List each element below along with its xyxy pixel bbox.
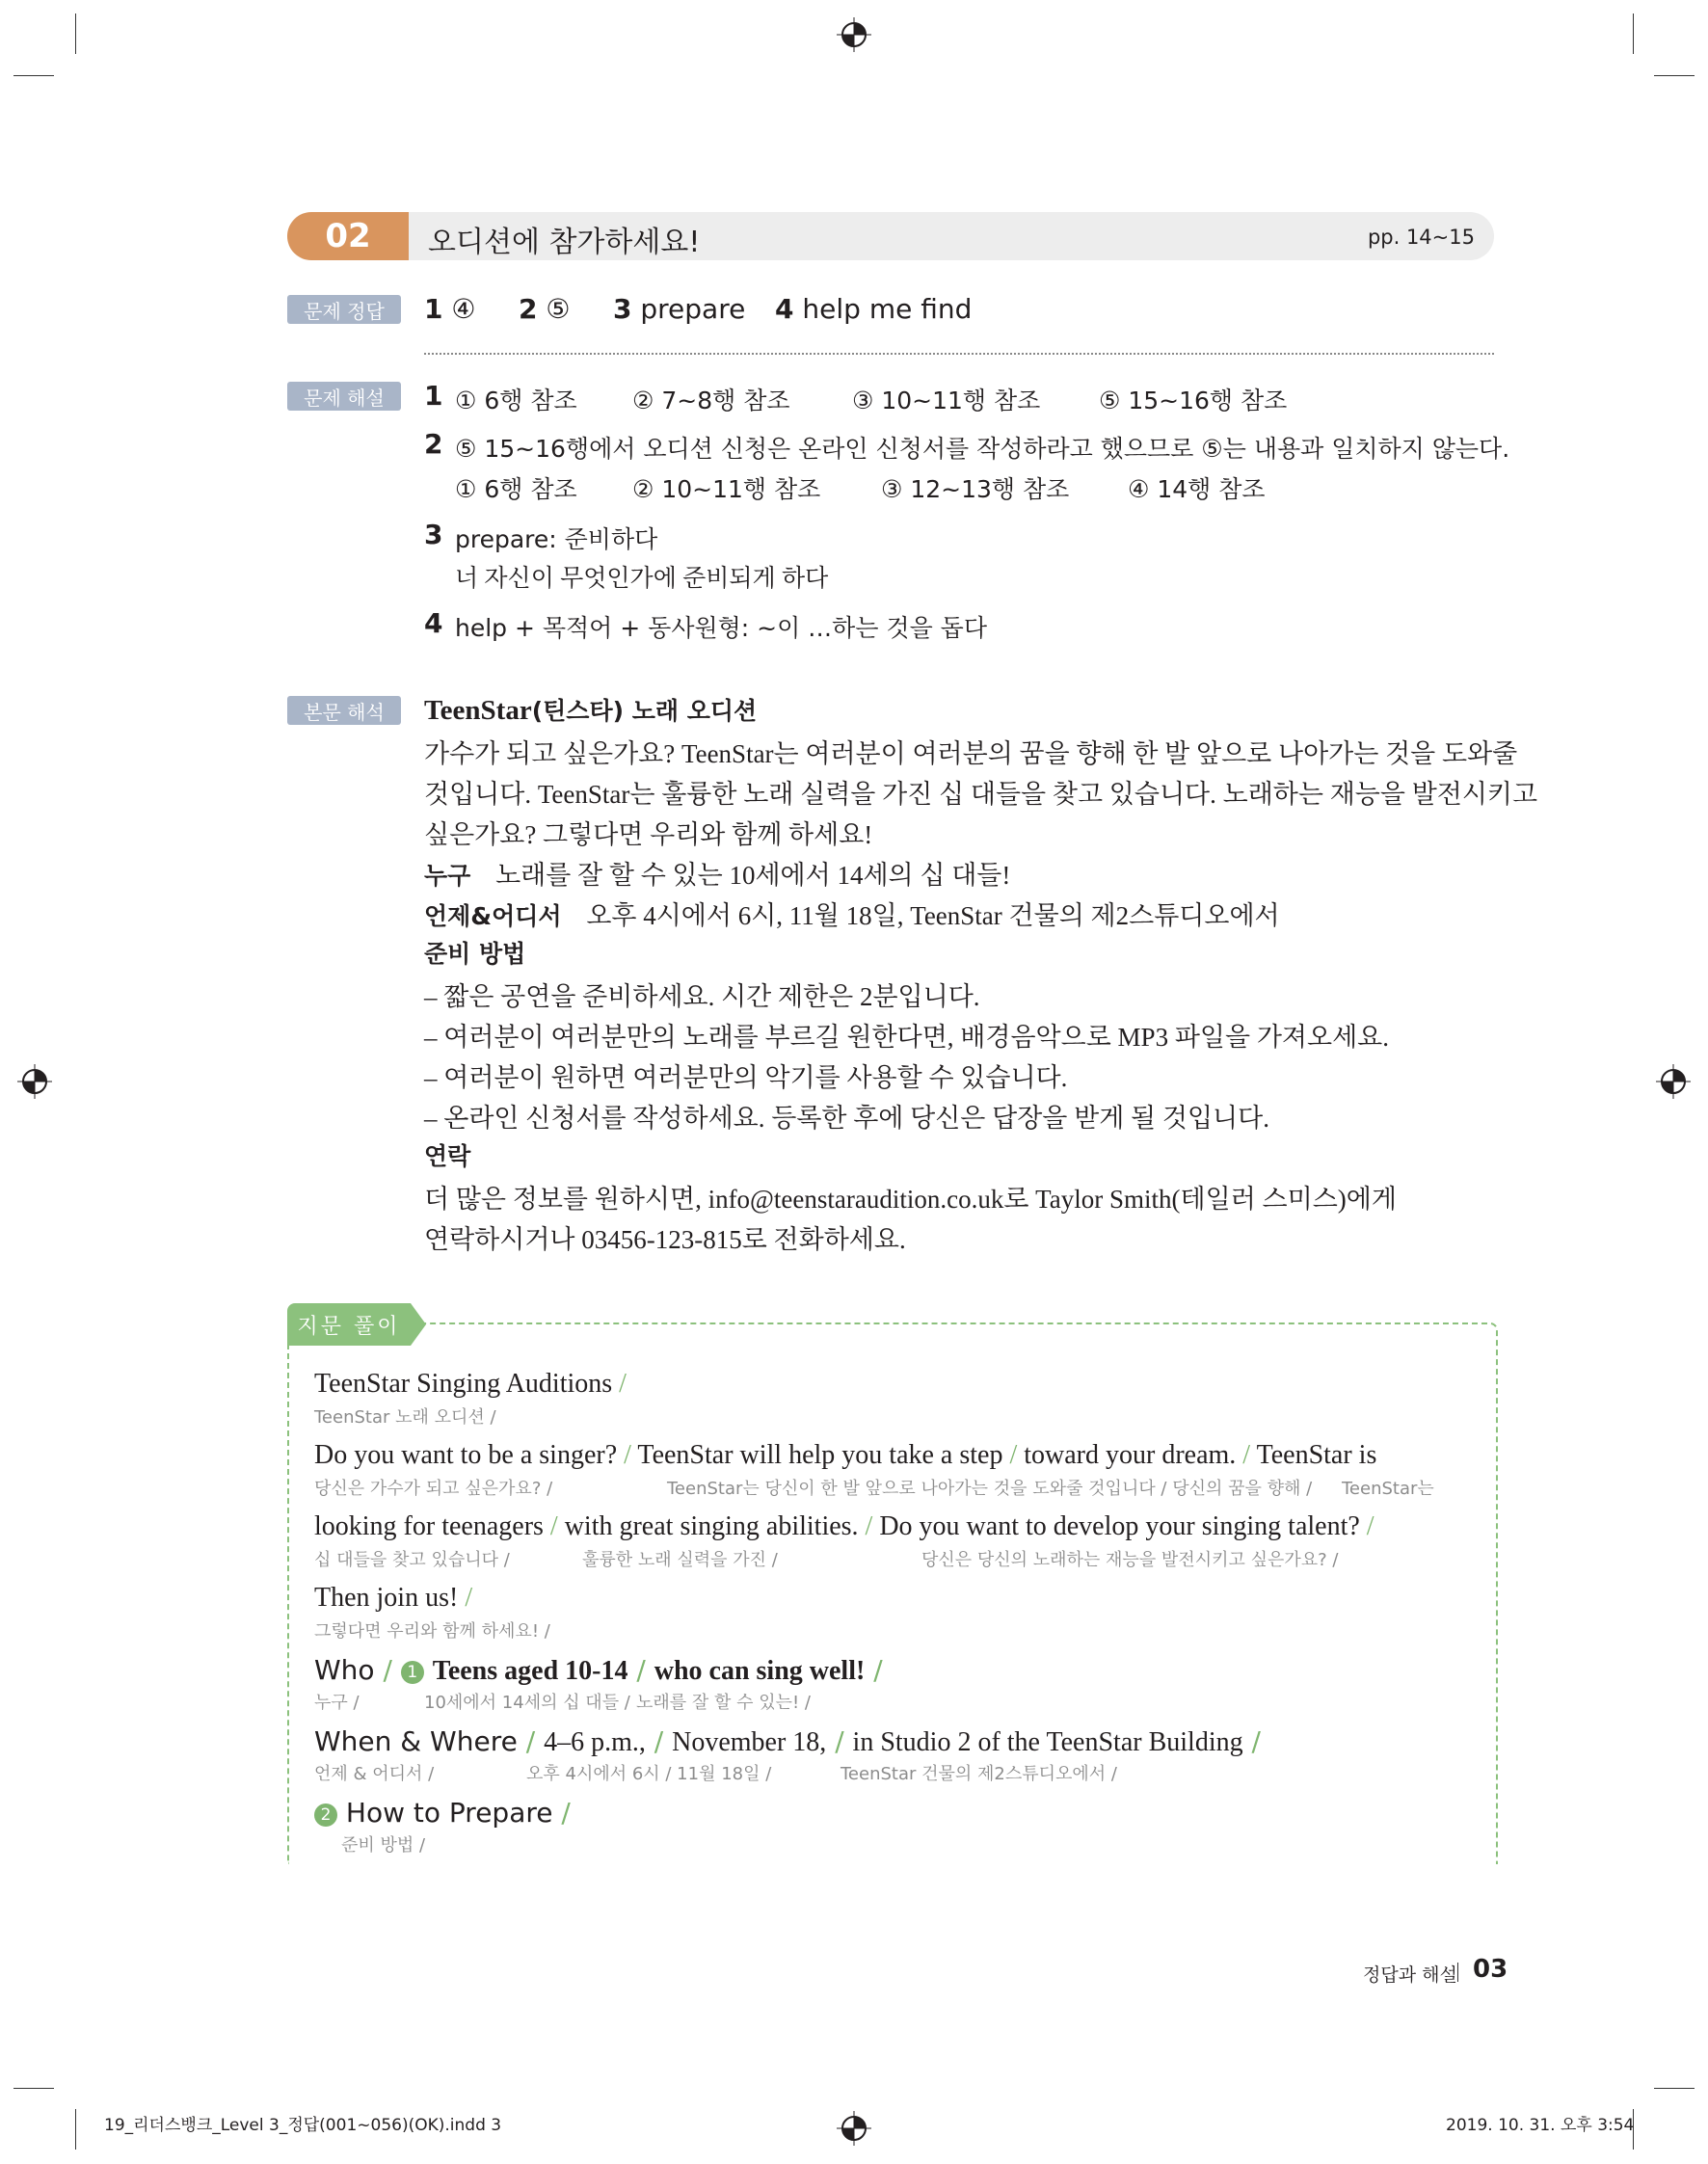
explanation-badge: 문제 해설	[287, 382, 401, 411]
explanation-q1-b: ② 7~8행 참조	[632, 387, 790, 414]
translation-paragraph-line: 가수가 되고 싶은가요? TeenStar는 여러분이 여러분의 꿈을 향해 한 발 앞으로 나아가는 것을 도와줄	[424, 739, 1518, 768]
translation-prepare-label: 준비 방법	[424, 940, 526, 968]
crop-mark	[75, 2109, 76, 2150]
page-number: 03	[1473, 1955, 1508, 1984]
explanation-q2-d: ④ 14행 참조	[1128, 475, 1266, 503]
reading-korean-gloss: 당신은 가수가 되고 싶은가요? /	[314, 1479, 553, 1499]
number-2-icon: 2	[314, 1803, 337, 1827]
explanation-q1: 1	[424, 380, 443, 412]
explanation-q1-a: ① 6행 참조	[455, 387, 577, 414]
translation-contact-line: 연락하시거나 03456-123-815로 전화하세요.	[424, 1225, 906, 1254]
reading-korean-gloss: 누구 /	[314, 1693, 360, 1713]
crop-mark	[13, 75, 54, 76]
explanation-q4-line1: help + 목적어 + 동사원형: ~이 …하는 것을 돕다	[455, 614, 987, 642]
crop-mark	[1654, 75, 1695, 76]
translation-contact-line: 더 많은 정보를 원하시면, info@teenstaraudition.co.uk로 Taylor Smith(테일러 스미스)에게	[424, 1185, 1397, 1214]
reading-guide-tab: 지문 풀이	[287, 1303, 411, 1346]
answer-item: 3 prepare	[613, 293, 746, 325]
print-slug-file: 19_리더스뱅크_Level 3_정답(001~056)(OK).indd 3	[104, 2116, 502, 2135]
crop-mark	[1654, 2088, 1695, 2089]
reading-korean-gloss: TeenStar는	[1342, 1479, 1434, 1499]
reading-korean-gloss: 훌륭한 노래 실력을 가진 /	[582, 1550, 778, 1570]
explanation-q2-c: ③ 12~13행 참조	[881, 475, 1070, 503]
section-title: 오디션에 참가하세요!	[428, 226, 701, 259]
section-number: 02	[287, 212, 409, 260]
explanation-q1-d: ⑤ 15~16행 참조	[1099, 387, 1288, 414]
reading-korean-gloss: 준비 방법 /	[341, 1835, 426, 1856]
reading-english-line: Who / 1 Teens aged 10-14 / who can sing well! /	[314, 1654, 883, 1686]
explanation-q2-a: ① 6행 참조	[455, 475, 577, 503]
translation-contact-label: 연락	[424, 1142, 471, 1170]
number-1-icon: 1	[401, 1661, 424, 1684]
translation-who: 누구 노래를 잘 할 수 있는 10세에서 14세의 십 대들!	[424, 861, 1011, 890]
reading-korean-gloss: 언제 & 어디서 /	[314, 1764, 435, 1784]
section-header	[287, 212, 1494, 260]
explanation-q3-line2: 너 자신이 무엇인가에 준비되게 하다	[455, 566, 829, 592]
reading-english-line: TeenStar Singing Auditions /	[314, 1369, 627, 1399]
reading-korean-gloss: 당신은 당신의 노래하는 재능을 발전시키고 싶은가요? /	[921, 1550, 1339, 1570]
translation-prepare-item: – 짧은 공연을 준비하세요. 시간 제한은 2분입니다.	[424, 982, 980, 1011]
crop-mark	[13, 2088, 54, 2089]
translation-prepare-item: – 여러분이 여러분만의 노래를 부르길 원한다면, 배경음악으로 MP3 파일을 가져오세요.	[424, 1023, 1389, 1052]
explanation-q3-line1: prepare: 준비하다	[455, 525, 658, 553]
explanation-q2: 2	[424, 428, 443, 460]
translation-paragraph-line: 싶은가요? 그렇다면 우리와 함께 하세요!	[424, 820, 873, 849]
registration-mark-icon	[837, 17, 871, 52]
explanation-q2-b: ② 10~11행 참조	[632, 475, 821, 503]
crop-mark	[1633, 13, 1634, 54]
explanation-q4: 4	[424, 607, 443, 639]
answer-item: 4 help me find	[775, 293, 973, 325]
reading-korean-gloss: 10세에서 14세의 십 대들 /	[424, 1693, 630, 1713]
footer-label: 정답과 해설	[1363, 1964, 1457, 1986]
reading-english-line: When & Where / 4–6 p.m., / November 18, / in Studio 2 of the TeenStar Building /	[314, 1725, 1261, 1757]
translation-paragraph-line: 것입니다. TeenStar는 훌륭한 노래 실력을 가진 십 대들을 찾고 있습니다. 노래하는 재능을 발전시키고	[424, 780, 1538, 809]
reading-korean-gloss: 십 대들을 찾고 있습니다 /	[314, 1550, 510, 1570]
reading-korean-gloss: 오후 4시에서 6시 / 11월 18일 /	[526, 1764, 772, 1784]
reading-english-line: Then join us! /	[314, 1583, 473, 1613]
print-slug-date: 2019. 10. 31. 오후 3:54	[1446, 2116, 1635, 2135]
page-reference: pp. 14~15	[1367, 226, 1475, 249]
reading-english-line: Do you want to be a singer? / TeenStar will help you take a step / toward your dream. / TeenStar is	[314, 1440, 1377, 1470]
reading-korean-gloss: TeenStar 건물의 제2스튜디오에서 /	[841, 1764, 1117, 1784]
answers-badge: 문제 정답	[287, 295, 401, 324]
reading-guide-tab-tip	[411, 1303, 426, 1346]
translation-prepare-item: – 여러분이 원하면 여러분만의 악기를 사용할 수 있습니다.	[424, 1063, 1068, 1092]
translation-prepare-item: – 온라인 신청서를 작성하세요. 등록한 후에 당신은 답장을 받게 될 것입니다.	[424, 1104, 1269, 1133]
translation-badge: 본문 해석	[287, 696, 401, 725]
reading-korean-gloss: TeenStar는 당신이 한 발 앞으로 나아가는 것을 도와줄 것입니다 / 당신의 꿈을 향해 /	[667, 1479, 1313, 1499]
reading-korean-gloss: TeenStar 노래 오디션 /	[314, 1407, 496, 1428]
translation-when-where: 언제&어디서 오후 4시에서 6시, 11월 18일, TeenStar 건물의 제2스튜디오에서	[424, 901, 1280, 930]
answer-item: 2 ⑤	[519, 293, 571, 325]
translation-title: TeenStar(틴스타) 노래 오디션	[424, 695, 758, 726]
reading-english-line: looking for teenagers / with great singing abilities. / Do you want to develop your singing talent? /	[314, 1511, 1374, 1541]
registration-mark-icon	[17, 1064, 52, 1099]
answer-item: 1 ④	[424, 293, 476, 325]
explanation-q1-c: ③ 10~11행 참조	[852, 387, 1041, 414]
crop-mark	[75, 13, 76, 54]
reading-korean-gloss: 노래를 잘 할 수 있는! /	[636, 1693, 811, 1713]
divider	[424, 353, 1494, 355]
registration-mark-icon	[837, 2111, 871, 2146]
reading-korean-gloss: 그렇다면 우리와 함께 하세요! /	[314, 1621, 550, 1642]
explanation-q3: 3	[424, 519, 443, 550]
footer-divider	[1457, 1963, 1458, 1982]
registration-mark-icon	[1656, 1064, 1691, 1099]
reading-english-line: 2 How to Prepare /	[314, 1797, 571, 1829]
explanation-q2-line: ⑤ 15~16행에서 오디션 신청은 온라인 신청서를 작성하라고 했으므로 ⑤는 내용과 일치하지 않는다.	[455, 435, 1510, 463]
